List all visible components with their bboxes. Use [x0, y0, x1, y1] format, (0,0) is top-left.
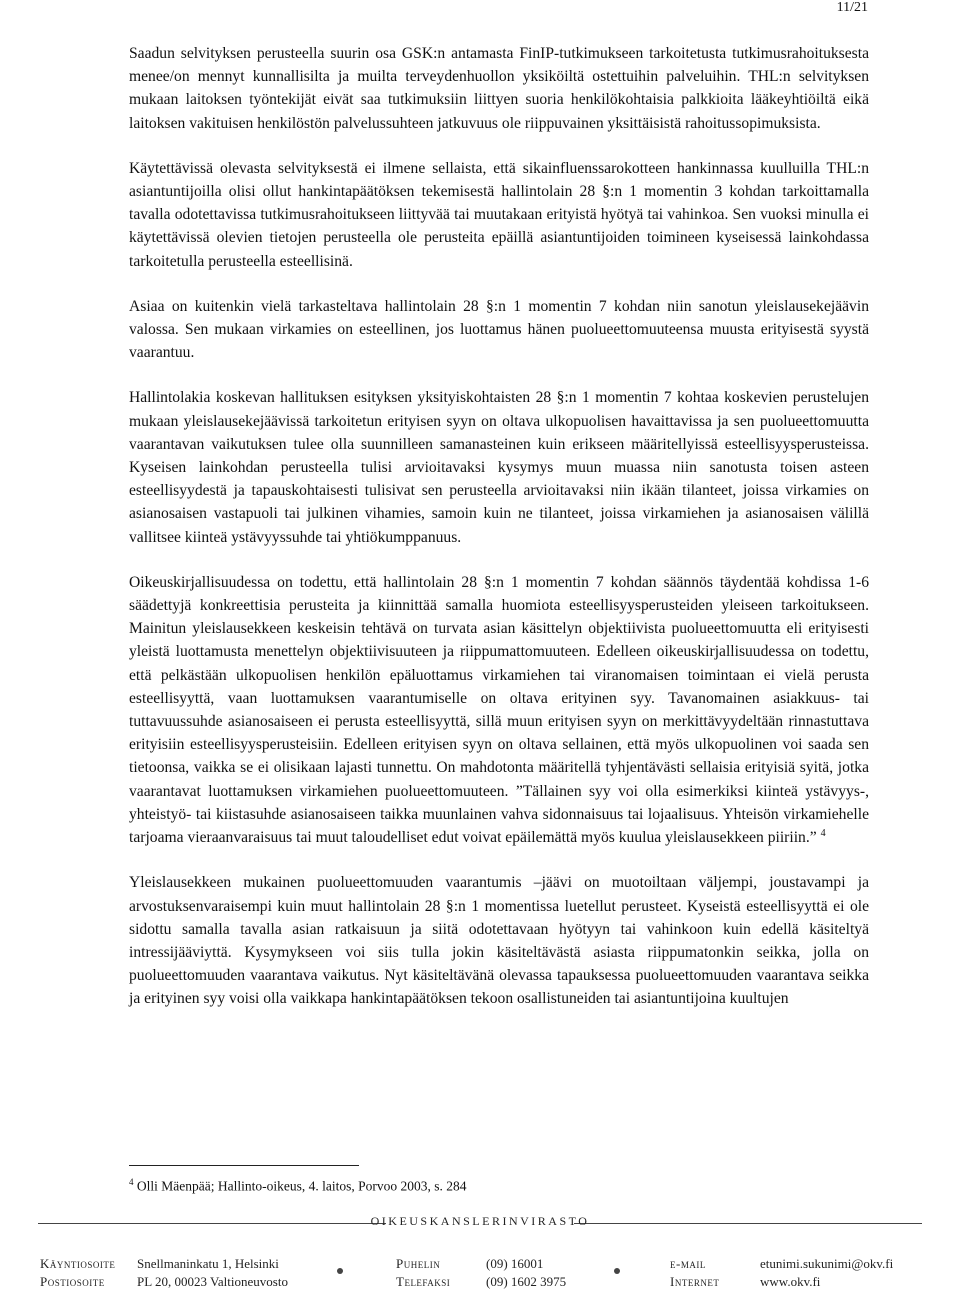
fax-number: (09) 1602 3975 — [486, 1274, 567, 1289]
internet-label: Internet — [670, 1274, 720, 1289]
footnote-reference: 4 — [820, 827, 826, 839]
footnote — [129, 1177, 466, 1195]
visit-address-label: Käyntiosoite — [40, 1256, 116, 1271]
page-number: 11/21 — [836, 0, 868, 15]
footnote-text: Olli Mäenpää; Hallinto-oikeus, 4. laitos, Porvoo 2003, s. 284 — [136, 1178, 467, 1194]
separator-dot-1 — [337, 1268, 343, 1274]
paragraph-4: Hallintolakia koskevan hallituksen esityksen yksityiskohtaisten 28 §:n 1 momentin 7 kohtaa koskevien perustelujen mukaan yleislausekejäävissä tarkoitetun erityisen syyn on oltava ulkopuolisen havaittavissa ja sen puolueettomuutta vaarantavan vaikutuksen tulee olla suunnilleen samanasteinen kuin erikseen määritellyissä esteellisyysperusteissa. Kyseisen lainkohdan perusteella tulisi arvioitavaksi kysymys muun muassa niin sanotusta toisen asteen esteellisyydestä ja tapauskohtaisesti tulisivat sen perusteella arvioitavaksi niin ikään tilanteet, joissa virkamies on asianosaisen vastapuoli tai julkinen vihamies, samoin kuin ne tilanteet, joissa virkamiehen ja asianosaisen välillä vallitsee kiinteä ystävyyssuhde tai yhtiökumppanuus. — [129, 389, 869, 546]
agency-name: OIKEUSKANSLERINVIRASTO — [370, 1214, 590, 1228]
fax-label: Telefaksi — [396, 1274, 451, 1289]
phone-label: Puhelin — [396, 1256, 441, 1271]
document-body — [129, 42, 869, 1033]
email-address: etunimi.sukunimi@okv.fi — [760, 1256, 894, 1271]
postal-address: PL 20, 00023 Valtioneuvosto — [137, 1274, 288, 1289]
email-label: e-mail — [670, 1256, 706, 1271]
paragraph-5-text: Oikeuskirjallisuudessa on todettu, että hallintolain 28 §:n 1 momentin 7 kohdan säännös täydentää kohdissa 1-6 säädettyjä konkreettisia perusteita ja kiinnittää samalla huomiota esteellisyysperusteiden yleiseen tarkoitukseen. Mainitun yleislausekkeen keskeisin tehtävä on turvata asian käsittelyn objektiivista puolueettomuutta eli erityisesti yleistä luottamusta menettelyn objektiivisuuteen ja riippumattomuuteen. Edelleen oikeuskirjallisuudessa on todettu, että pelkästään ulkopuolisen henkilön epäluottamus virkamiehen tai viranomaisen toimintaan ei vielä perusta esteellisyyttä, vaan luottamuksen vaarantumiselle on oltava erityinen syy. Tavanomainen asiakkuus- tai tuttavuussuhde asianosaiseen ei perusta esteellisyyttä, sillä muun erityisen syyn on merkittävyydeltään rinnastuttava erityisiin esteellisyysperusteisiin. Edelleen erityisen syyn on oltava sellainen, että myös ulkopuolinen voi saada sen tietoonsa, vaikka se ei olisikaan lajasti tunnettu. On mahdotonta määritellä tyhjentävästi sellaisia erityisiä syitä, jotka vaarantavat luottamuksen virkamiehen puolueettomuuteen. ”Tällainen syy voi olla esimerkiksi kiinteä ystävyys-, yhteistyö- tai kiistasuhde asianosaiseen taikka muunlainen vahva sidonnaisuus tai lojaalisuus. Yhteisön virkamiehelle tarjoama vieraanvaraisuus tai muut taloudelliset edut voivat epäilemättä myös kuulua yleislausekkeen piiriin.” — [129, 573, 869, 847]
paragraph-2: Käytettävissä olevasta selvityksestä ei ilmene sellaista, että sikainfluenssarokotteen hankinnassa kuulluilla THL:n asiantuntijoilla olisi ollut hankintapäätöksen tekemisestä hallintolain 28 §:n 1 momentin 3 kohdan tarkoittamalla tavalla odotettavissa tutkimusrahoitukseen liittyvää tai muutakaan erityistä hyötyä tai vahinkoa. Sen vuoksi minulla ei käytettävissä olevien tietojen perusteella ole perusteita epäillä asiantuntijoiden toimineen kyseisessä lainkohdassa tarkoitetulla perusteella esteellisinä. — [129, 159, 869, 270]
footnote-number: 4 — [129, 1177, 134, 1187]
internet-address: www.okv.fi — [760, 1274, 821, 1289]
paragraph-5 — [129, 571, 869, 849]
phone-number: (09) 16001 — [486, 1256, 544, 1271]
postal-address-label: Postiosoite — [40, 1274, 105, 1289]
paragraph-6: Yleislausekkeen mukainen puolueettomuuden vaarantumis –jäävi on muotoiltaan väljempi, joustavampi ja arvostuksenvaraisempi kuin muut hallintolain 28 §:n 1 momentissa luetellut perusteet. Kyseistä esteellisyyttä ei ole sidottu samalla tavalla asian ratkaisuun ja siitä odotettavaan hyötyyn tai vahinkoon kuin edellä käsiteltyä intressijääviyttä. Kysymykseen voi siis tulla jokin käsiteltävästä asiasta riippumatonkin seikka, jolla on puolueettomuuden vaarantava vaikutus. Nyt käsiteltävänä olevassa tapauksessa puolueettomuuden vaarantava seikka ja erityinen syy voisi olla vaikkapa hankintapäätöksen tekoon osallistuneiden tai asiantuntijoina kuultujen — [129, 874, 869, 1008]
paragraph-3: Asiaa on kuitenkin vielä tarkasteltava hallintolain 28 §:n 1 momentin 7 kohdan niin sanotun yleislausekejäävin valossa. Sen mukaan virkamies on esteellinen, jos luottamus hänen puolueettomuuteensa muusta erityisestä syystä vaarantuu. — [129, 297, 869, 362]
paragraph-1: Saadun selvityksen perusteella suurin osa GSK:n antamasta FinIP-tutkimukseen tarkoitetusta tutkimusrahoituksesta menee/on mennyt kunnallisilta ja muilta terveydenhuollon yksiköiltä ostettuihin palveluihin. THL:n selvityksen mukaan laitoksen työntekijät eivät saa tutkimuksiin liittyen suoria henkilökohtaisia palkkioita lääkeyhtiöiltä eikä laitoksen vakituisen henkilöstön palvelussuhteen jatkuvuus ole riippuvainen yksittäisistä rahoitussopimuksista. — [129, 45, 869, 132]
separator-dot-2 — [614, 1268, 620, 1274]
footnote-divider — [129, 1165, 359, 1166]
visit-address: Snellmaninkatu 1, Helsinki — [137, 1256, 279, 1271]
